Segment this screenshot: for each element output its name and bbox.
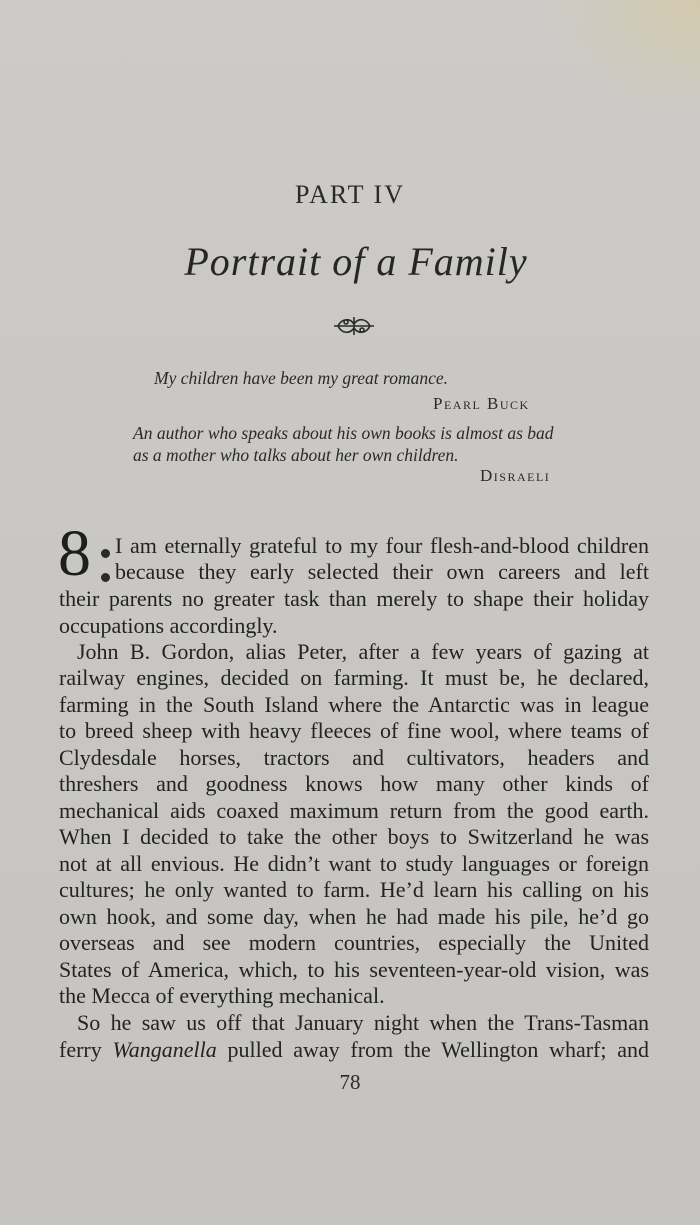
text-line: own hook, and some day, when he had made his pile, he’d go (59, 904, 649, 929)
text-line: John B. Gordon, alias Peter, after a few years of gazing at (77, 639, 649, 664)
text-line: their parents no greater task than merely to shape their holiday (59, 586, 649, 611)
page-number: 78 (339, 1070, 361, 1094)
text-line: to breed sheep with heavy fleeces of fine wool, where teams of (59, 718, 649, 743)
epigraph-quote: An author who speaks about his own books is almost as bad (133, 423, 554, 443)
text-line: railway engines, decided on farming. It must be, he declared, (59, 665, 649, 690)
text-line: the Mecca of everything mechanical. (59, 983, 385, 1008)
dropcap-bullet-icon (101, 549, 110, 558)
dropcap-numeral: 8 (58, 517, 91, 590)
text-line: ferry Wanganella pulled away from the Wellington wharf; and (59, 1037, 649, 1062)
text-line: mechanical aids coaxed maximum return from the good earth. (59, 798, 649, 823)
epigraph-quote: My children have been my great romance. (154, 368, 448, 388)
epigraph-quote: as a mother who talks about her own children. (133, 445, 459, 465)
text-line: So he saw us off that January night when the Trans-Tasman (77, 1010, 649, 1035)
text-line: cultures; he only wanted to farm. He’d learn his calling on his (59, 877, 649, 902)
text-line: occupations accordingly. (59, 613, 278, 638)
text-line: States of America, which, to his seventeen-year-old vision, was (59, 957, 649, 982)
part-title: PART IV (295, 180, 405, 209)
text-line: farming in the South Island where the Antarctic was in league (59, 692, 649, 717)
text-line: because they early selected their own careers and left (115, 559, 649, 584)
text-line: overseas and see modern countries, especially the United (59, 930, 649, 955)
text-line: When I decided to take the other boys to Switzerland he was (59, 824, 649, 849)
chapter-title: Portrait of a Family (184, 239, 528, 284)
epigraph-attribution: Pearl Buck (433, 394, 530, 413)
text-line: threshers and goodness knows how many other kinds of (59, 771, 649, 796)
dropcap-bullet-icon (101, 573, 110, 582)
text-line: Clydesdale horses, tractors and cultivators, headers and (59, 745, 649, 770)
text-line: I am eternally grateful to my four flesh-and-blood children (115, 533, 649, 558)
text-line: not at all envious. He didn’t want to study languages or foreign (59, 851, 649, 876)
epigraph-attribution: Disraeli (480, 466, 551, 485)
